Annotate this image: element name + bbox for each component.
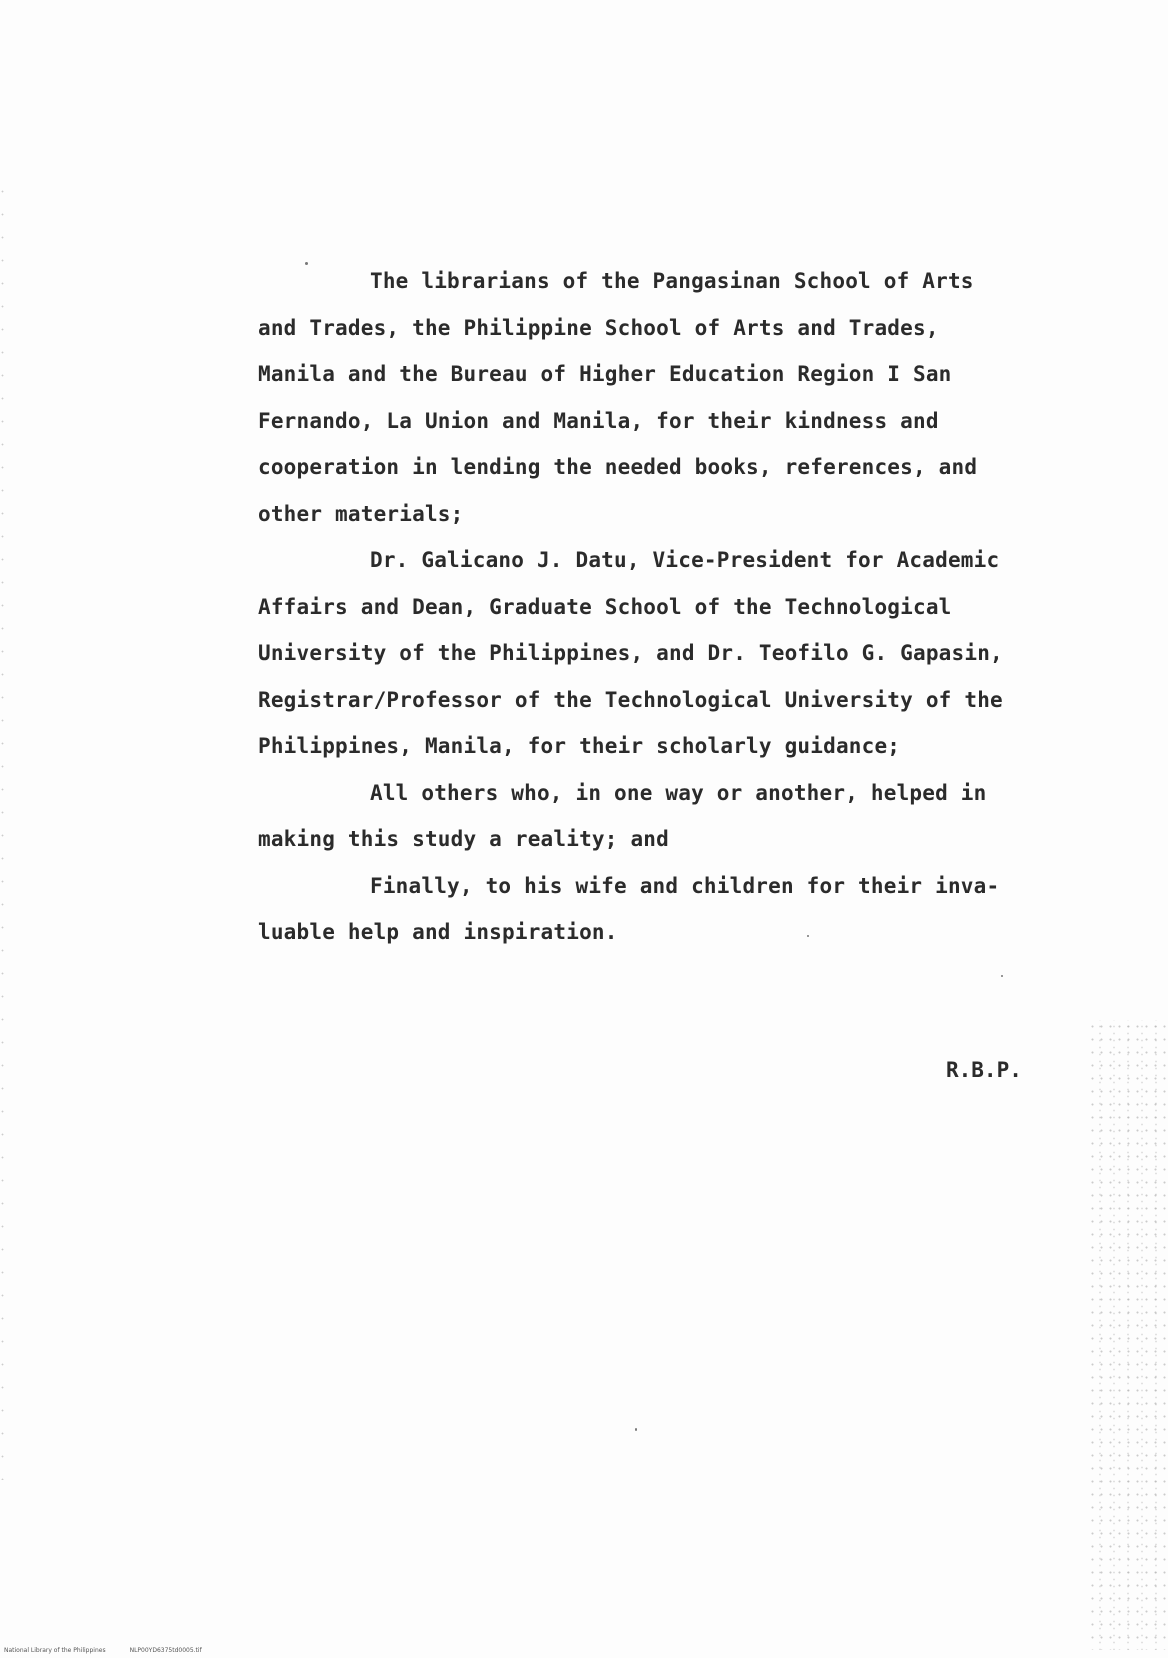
text-line: other materials; — [258, 501, 464, 526]
text-line: The librarians of the Pangasinan School of Arts — [370, 269, 974, 293]
text-line: Registrar/Professor of the Technological University of the — [258, 687, 1003, 712]
text-line: Manila and the Bureau of Higher Education Region I San — [258, 362, 952, 386]
text-line: luable help and inspiration. — [258, 920, 618, 944]
scan-speck — [635, 1428, 637, 1431]
footer-file: NLP00YD6375td0005.tif — [129, 1647, 202, 1654]
author-initials: R.B.P. — [946, 1058, 1022, 1082]
scan-noise-left — [0, 180, 6, 1480]
text-line: Fernando, La Union and Manila, for their kindness and — [258, 408, 939, 433]
footer-source: National Library of the Philippines — [4, 1647, 106, 1654]
text-line: making this study a reality; and — [258, 827, 669, 851]
text-line: Affairs and Dean, Graduate School of the Technological — [258, 594, 952, 619]
scan-footer — [4, 1647, 202, 1654]
scan-speck — [1001, 975, 1003, 977]
text-line: Finally, to his wife and children for their inva- — [370, 873, 1000, 898]
text-line: All others who, in one way or another, helped in — [370, 780, 987, 805]
text-line: cooperation in lending the needed books, references, and — [258, 455, 978, 479]
text-line: Philippines, Manila, for their scholarly guidance; — [258, 734, 901, 758]
text-line: University of the Philippines, and Dr. Teofilo G. Gapasin, — [258, 641, 1003, 665]
text-line: Dr. Galicano J. Datu, Vice-President for Academic — [370, 548, 1000, 572]
text-line: and Trades, the Philippine School of Arts and Trades, — [258, 315, 939, 340]
scan-noise-right — [1088, 1020, 1168, 1650]
acknowledgment-text — [258, 258, 1088, 956]
